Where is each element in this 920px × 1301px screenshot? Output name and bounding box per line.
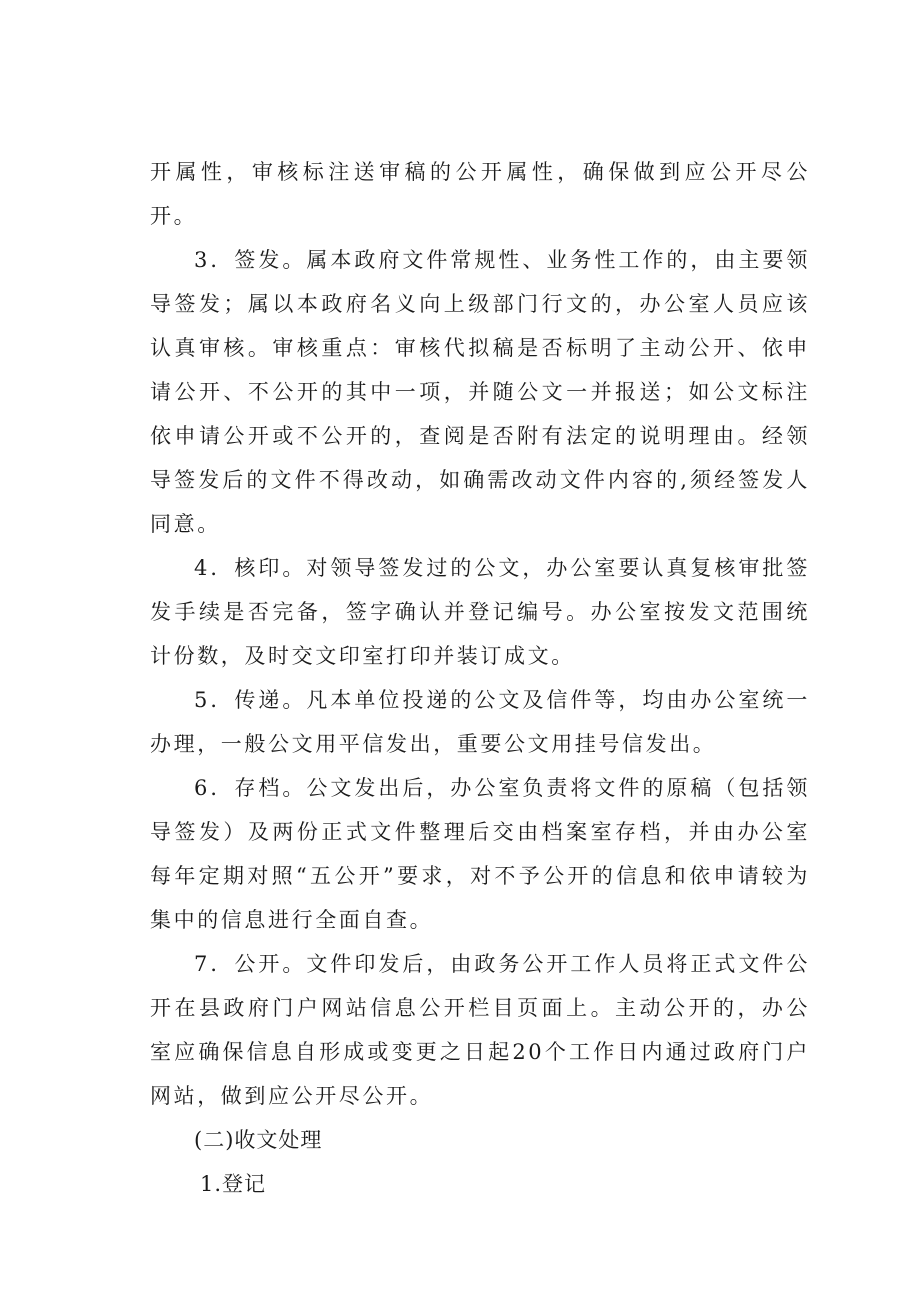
paragraph-delivery: 5．传递。凡本单位投递的公文及信件等，均由办公室统一办理，一般公文用平信发出，重要公文用挂号信发出。 (150, 688, 810, 756)
section-heading: (二)收文处理 (194, 1128, 323, 1152)
document-body (150, 150, 810, 1206)
paragraph-archiving: 6．存档。公文发出后，办公室负责将文件的原稿（包括领导签发）及两份正式文件整理后交由档案室存档，并由办公室每年定期对照“五公开”要求，对不予公开的信息和依申请较为集中的信息进行全面自查。 (150, 776, 810, 932)
paragraph-verification: 4．核印。对领导签发过的公文，办公室要认真复核审批签发手续是否完备，签字确认并登记编号。办公室按发文范围统计份数，及时交文印室打印并装订成文。 (150, 556, 810, 668)
paragraph-signing: 3．签发。属本政府文件常规性、业务性工作的，由主要领导签发；属以本政府名义向上级部门行文的，办公室人员应该认真审核。审核重点：审核代拟稿是否标明了主动公开、依申请公开、不公开的其中一项，并随公文一并报送；如公文标注依申请公开或不公开的，查阅是否附有法定的说明理由。经领导签发后的文件不得改动，如确需改动文件内容的,须经签发人同意。 (150, 248, 810, 536)
sub-heading: 1.登记 (200, 1172, 267, 1196)
paragraph-disclosure: 7．公开。文件印发后，由政务公开工作人员将正式文件公开在县政府门户网站信息公开栏目页面上。主动公开的，办公室应确保信息自形成或变更之日起20个工作日内通过政府门户网站，做到应公开尽公开。 (150, 952, 810, 1108)
paragraph-continuation: 开属性，审核标注送审稿的公开属性，确保做到应公开尽公开。 (150, 160, 810, 228)
